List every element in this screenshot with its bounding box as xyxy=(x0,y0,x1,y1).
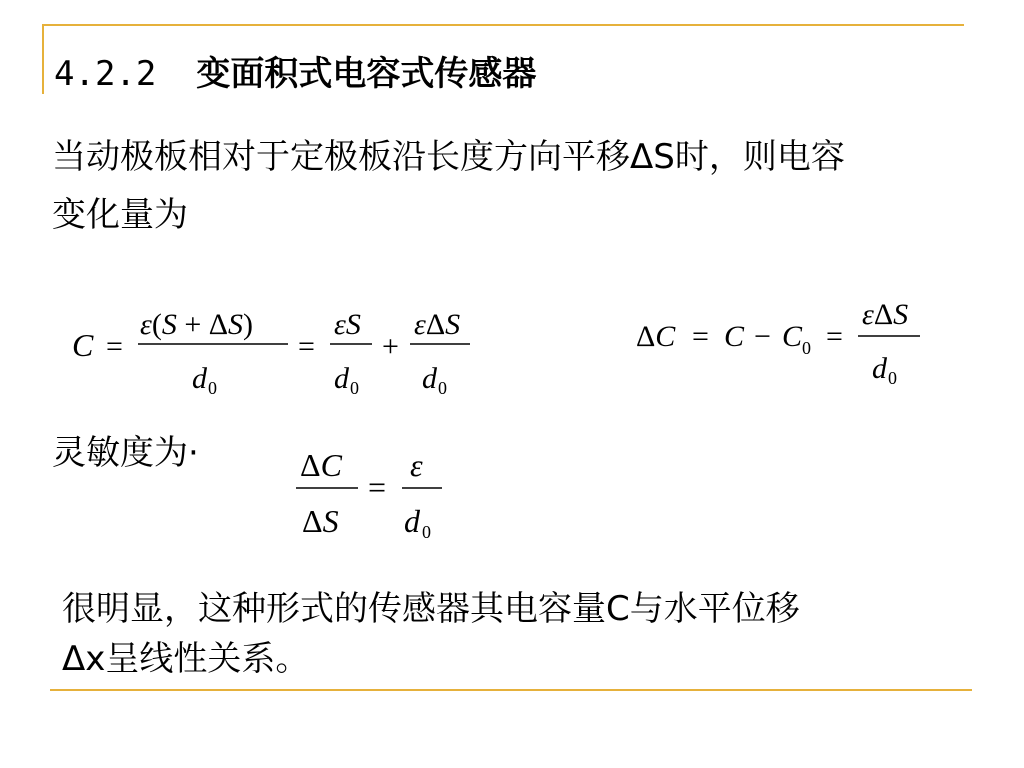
svg-text:d: d xyxy=(872,352,887,385)
svg-text:d: d xyxy=(422,362,437,395)
svg-text:0: 0 xyxy=(422,522,431,542)
intro-line-2: 变化量为 xyxy=(52,195,188,235)
conclusion-line-1: 很明显，这种形式的传感器其电容量C与水平位移 xyxy=(62,589,800,629)
svg-text:εΔS: εΔS xyxy=(414,308,461,341)
intro-line-1: 当动极板相对于定极板沿长度方向平移ΔS时，则电容 xyxy=(52,137,845,177)
svg-text:ε(S + ΔS): ε(S + ΔS) xyxy=(140,308,254,341)
svg-text:d: d xyxy=(192,362,207,395)
svg-text:0: 0 xyxy=(438,378,447,398)
svg-text:C: C xyxy=(72,327,94,363)
section-title: 变面积式电容式传感器 xyxy=(196,54,537,94)
delta-capacitance-formula-graphic xyxy=(636,288,936,392)
svg-text:C: C xyxy=(724,320,745,353)
capacitance-formula-graphic xyxy=(70,292,490,404)
svg-text:=: = xyxy=(692,320,709,353)
svg-text:ΔS: ΔS xyxy=(302,503,339,539)
svg-text:=: = xyxy=(368,469,387,505)
sensitivity-label: 灵敏度为· xyxy=(52,433,199,473)
svg-text:ε: ε xyxy=(410,447,423,483)
conclusion-line-2: Δx呈线性关系。 xyxy=(62,639,310,679)
svg-text:=: = xyxy=(106,330,123,363)
svg-text:ΔC: ΔC xyxy=(300,447,342,483)
sensitivity-formula-graphic xyxy=(296,440,466,550)
slide-title xyxy=(54,46,536,95)
svg-text:0: 0 xyxy=(888,368,897,388)
delta-capacitance-formula xyxy=(636,288,936,400)
left-accent-rule xyxy=(42,24,44,94)
svg-text:0: 0 xyxy=(350,378,359,398)
svg-text:εΔS: εΔS xyxy=(862,298,909,331)
svg-text:0: 0 xyxy=(802,338,811,358)
svg-text:C: C xyxy=(782,320,803,353)
svg-text:ΔC: ΔC xyxy=(636,320,676,353)
bottom-accent-rule xyxy=(50,689,972,691)
svg-text:+: + xyxy=(382,330,399,363)
svg-text:=: = xyxy=(298,330,315,363)
conclusion-paragraph xyxy=(62,584,800,684)
svg-text:d: d xyxy=(334,362,349,395)
section-number: 4.2.2 xyxy=(54,54,157,94)
svg-text:εS: εS xyxy=(334,308,361,341)
intro-paragraph xyxy=(52,128,845,244)
svg-text:0: 0 xyxy=(208,378,217,398)
sensitivity-formula xyxy=(296,440,466,558)
top-accent-rule xyxy=(42,24,964,26)
svg-text:−: − xyxy=(754,320,771,353)
capacitance-formula xyxy=(70,292,490,412)
svg-text:d: d xyxy=(404,503,420,539)
svg-text:=: = xyxy=(826,320,843,353)
